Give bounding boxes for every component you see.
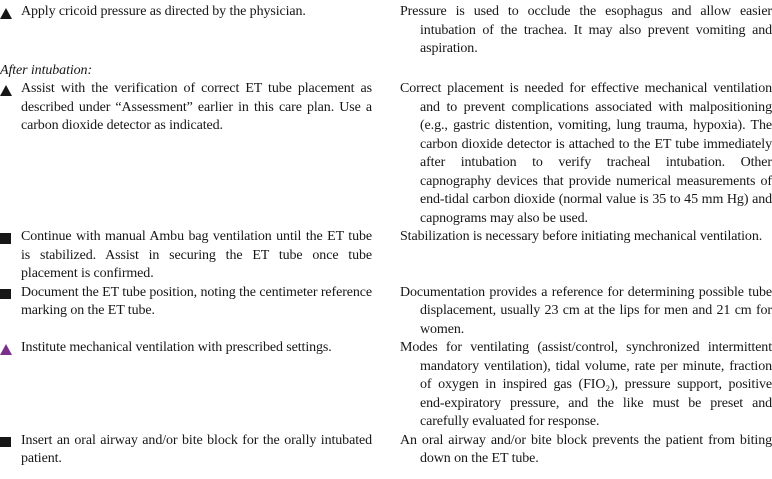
rationale-cell	[400, 339, 772, 432]
intervention-text: Continue with manual Ambu bag ventilation until the ET tube is stabilized. Assist in securing the ET tube once tube placement is confirmed.	[21, 229, 372, 281]
triangle-marker-icon	[0, 8, 12, 19]
care-plan-row	[0, 228, 772, 284]
after-intubation-heading: After intubation:	[0, 62, 93, 78]
rationale-text: Pressure is used to occlude the esophagus and allow easier intubation of the trachea. It may also prevent vomiting and aspiration.	[400, 4, 772, 56]
rationale-cell	[400, 80, 772, 228]
rationale-cell	[400, 432, 772, 469]
intervention-cell	[0, 228, 372, 284]
intervention-text: Insert an oral airway and/or bite block for the orally intubated patient.	[21, 432, 372, 466]
care-plan-row	[0, 3, 772, 59]
rationale-cell	[400, 3, 772, 59]
triangle-marker-icon	[0, 85, 12, 96]
rationale-text: Correct placement is needed for effective mechanical ventilation and to prevent complications associated with malpositioning (e.g., gastric distention, vomiting, lung trauma, hypoxia). The carbon dioxide detector is attached to the ET tube immediately after intubation to verify tracheal intubation. Other capnography devices that provide numerical measurements of end-tidal carbon dioxide (normal value is 35 to 45 mm Hg) and capnograms may also be used.	[400, 81, 772, 226]
care-plan-row	[0, 80, 772, 228]
intervention-cell	[0, 284, 372, 340]
intervention-cell	[0, 80, 372, 228]
rationale-text: Documentation provides a reference for determining possible tube displacement, usually 23 cm at the lips for men and 21 cm for women.	[400, 284, 772, 337]
care-plan-row	[0, 432, 772, 469]
intervention-text: Assist with the verification of correct ET tube placement as described under “Assessment” earlier in this care plan. Use a carbon dioxide detector as indicated.	[21, 81, 372, 133]
intervention-cell	[0, 432, 372, 469]
square-marker-icon	[0, 437, 11, 448]
intervention-text: Institute mechanical ventilation with prescribed settings.	[21, 340, 332, 355]
care-plan-row	[0, 284, 772, 340]
intervention-cell	[0, 339, 372, 432]
care-plan-row	[0, 339, 772, 432]
rationale-cell	[400, 228, 772, 284]
intervention-text: Document the ET tube position, noting the centimeter reference marking on the ET tube.	[21, 284, 372, 318]
square-marker-icon	[0, 233, 11, 244]
rationale-cell	[400, 284, 772, 340]
square-marker-icon	[0, 289, 11, 300]
intervention-text: Apply cricoid pressure as directed by the physician.	[21, 4, 306, 19]
intervention-cell	[0, 3, 372, 59]
rationale-text: An oral airway and/or bite block prevents the patient from biting down on the ET tube.	[400, 432, 772, 466]
triangle-marker-icon	[0, 344, 12, 355]
rationale-text: Modes for ventilating (assist/control, synchronized intermittent mandatory ventilation), tidal volume, rate per minute, fraction of oxygen in inspired gas (FIO₂), pressure support, positive end-expiratory pressure, and the like must be preset and carefully evaluated for response.	[400, 340, 772, 429]
rationale-text: Stabilization is necessary before initiating mechanical ventilation.	[400, 229, 763, 244]
